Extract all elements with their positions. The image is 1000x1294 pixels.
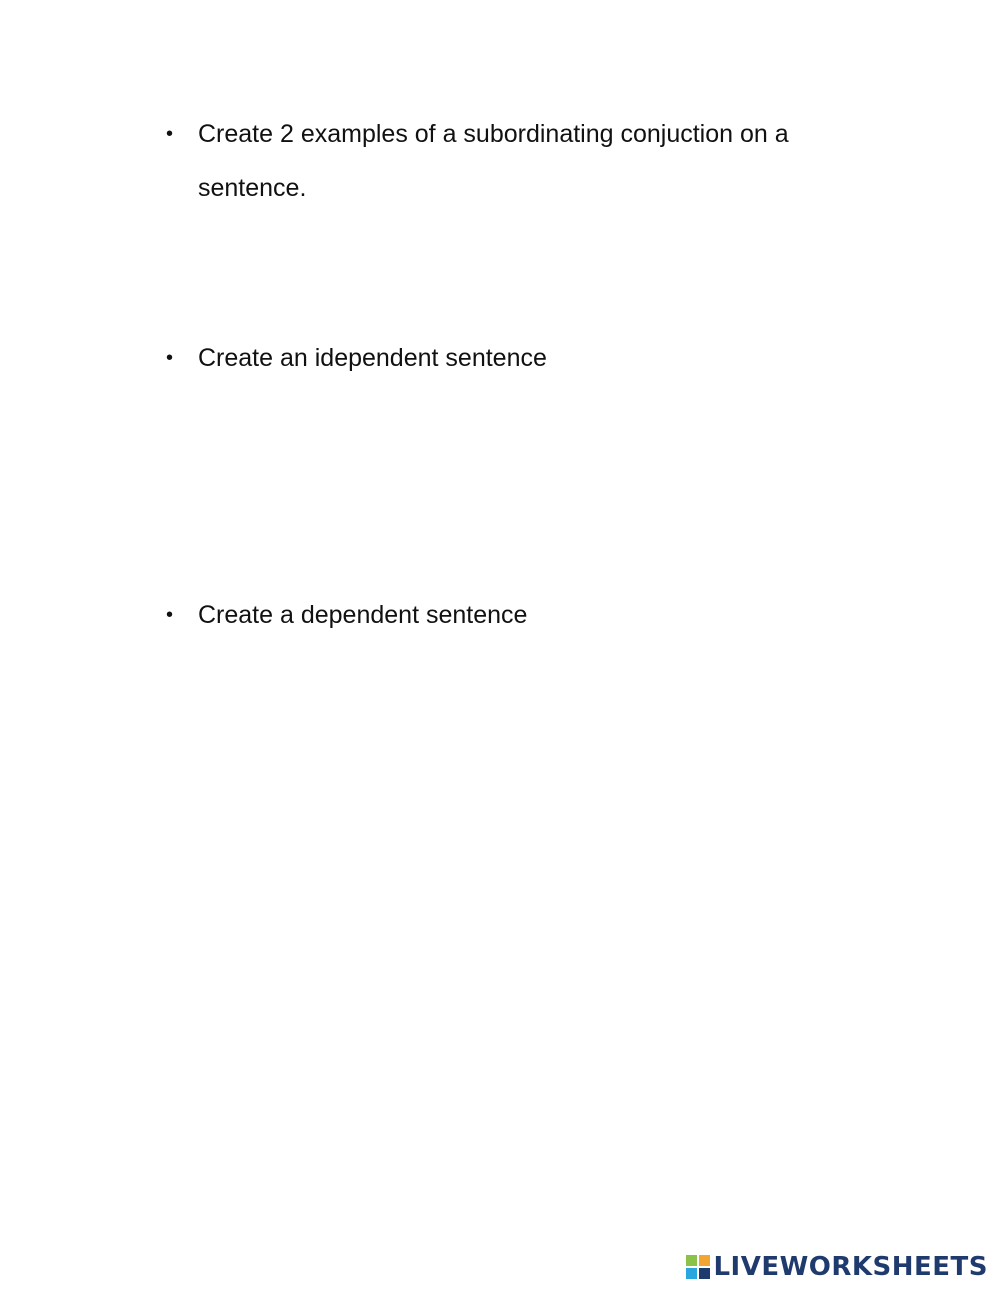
logo-mark-cell: [686, 1268, 697, 1279]
bullet-icon: •: [166, 347, 174, 369]
liveworksheets-logo: [686, 1252, 988, 1282]
instruction-text: Create an idependent sentence: [198, 344, 547, 372]
instruction-text: Create 2 examples of a subordinating conjuction on a sentence.: [198, 120, 789, 202]
instruction-text: Create a dependent sentence: [198, 601, 528, 629]
bullet-icon: •: [166, 604, 174, 626]
logo-mark-icon: [686, 1255, 710, 1279]
logo-mark-cell: [686, 1255, 697, 1266]
instruction-item: [166, 588, 846, 642]
instruction-item: [166, 107, 846, 215]
logo-text: LIVEWORKSHEETS: [713, 1252, 988, 1282]
instruction-item: [166, 331, 846, 385]
logo-mark-cell: [699, 1255, 710, 1266]
logo-mark-cell: [699, 1268, 710, 1279]
bullet-icon: •: [166, 123, 174, 145]
